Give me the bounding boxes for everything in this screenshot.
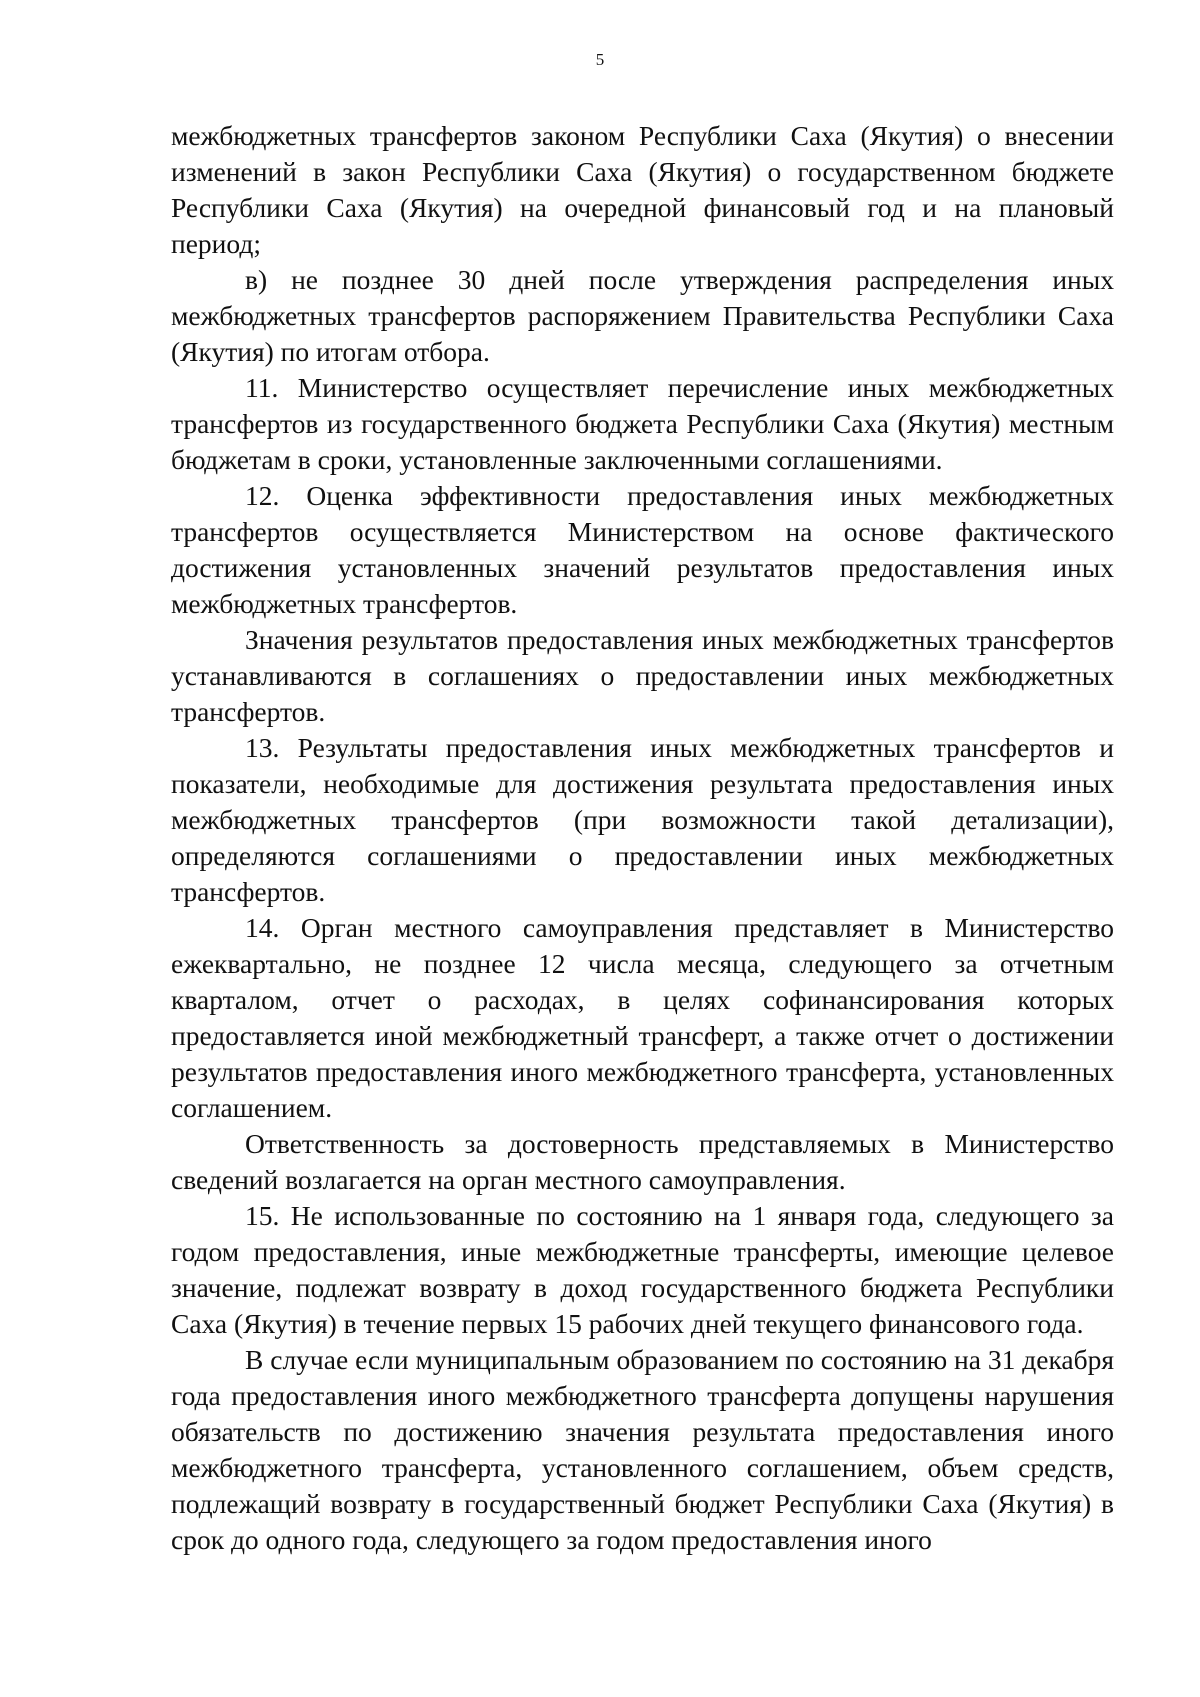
paragraph: 15. Не использованные по состоянию на 1 января года, следующего за годом предоставления, иные межбюджетные трансферты, имеющие целевое значение, подлежат возврату в доход государственного бюджета Республики Саха (Якутия) в течение первых 15 рабочих дней текущего финансового года.: [171, 1200, 1114, 1339]
paragraph: Ответственность за достоверность представляемых в Министерство сведений возлагается на орган местного самоуправления.: [171, 1128, 1114, 1195]
paragraph: В случае если муниципальным образованием по состоянию на 31 декабря года предоставления иного межбюджетного трансферта допущены нарушения обязательств по достижению значения результата предоставления иного межбюджетного трансферта, установленного соглашением, объем средств, подлежащий возврату в государственный бюджет Республики Саха (Якутия) в срок до одного года, следующего за годом предоставления иного: [171, 1344, 1114, 1555]
paragraph: в) не позднее 30 дней после утверждения распределения иных межбюджетных трансфертов распоряжением Правительства Республики Саха (Якутия) по итогам отбора.: [171, 264, 1114, 367]
paragraph: 11. Министерство осуществляет перечисление иных межбюджетных трансфертов из государственного бюджета Республики Саха (Якутия) местным бюджетам в сроки, установленные заключенными соглашениями.: [171, 372, 1114, 475]
document-body: [171, 118, 1114, 1558]
paragraph: 14. Орган местного самоуправления представляет в Министерство ежеквартально, не позднее 12 числа месяца, следующего за отчетным кварталом, отчет о расходах, в целях софинансирования которых предоставляется иной межбюджетный трансферт, а также отчет о достижении результатов предоставления иного межбюджетного трансферта, установленных соглашением.: [171, 912, 1114, 1123]
paragraph: 13. Результаты предоставления иных межбюджетных трансфертов и показатели, необходимые для достижения результата предоставления иных межбюджетных трансфертов (при возможности такой детализации), определяются соглашениями о предоставлении иных межбюджетных трансфертов.: [171, 732, 1114, 907]
paragraph: межбюджетных трансфертов законом Республики Саха (Якутия) о внесении изменений в закон Республики Саха (Якутия) о государственном бюджете Республики Саха (Якутия) на очередной финансовый год и на плановый период;: [171, 120, 1114, 259]
page-number: 5: [595, 50, 605, 69]
paragraph: Значения результатов предоставления иных межбюджетных трансфертов устанавливаются в соглашениях о предоставлении иных межбюджетных трансфертов.: [171, 624, 1114, 727]
paragraph: 12. Оценка эффективности предоставления иных межбюджетных трансфертов осуществляется Министерством на основе фактического достижения установленных значений результатов предоставления иных межбюджетных трансфертов.: [171, 480, 1114, 619]
